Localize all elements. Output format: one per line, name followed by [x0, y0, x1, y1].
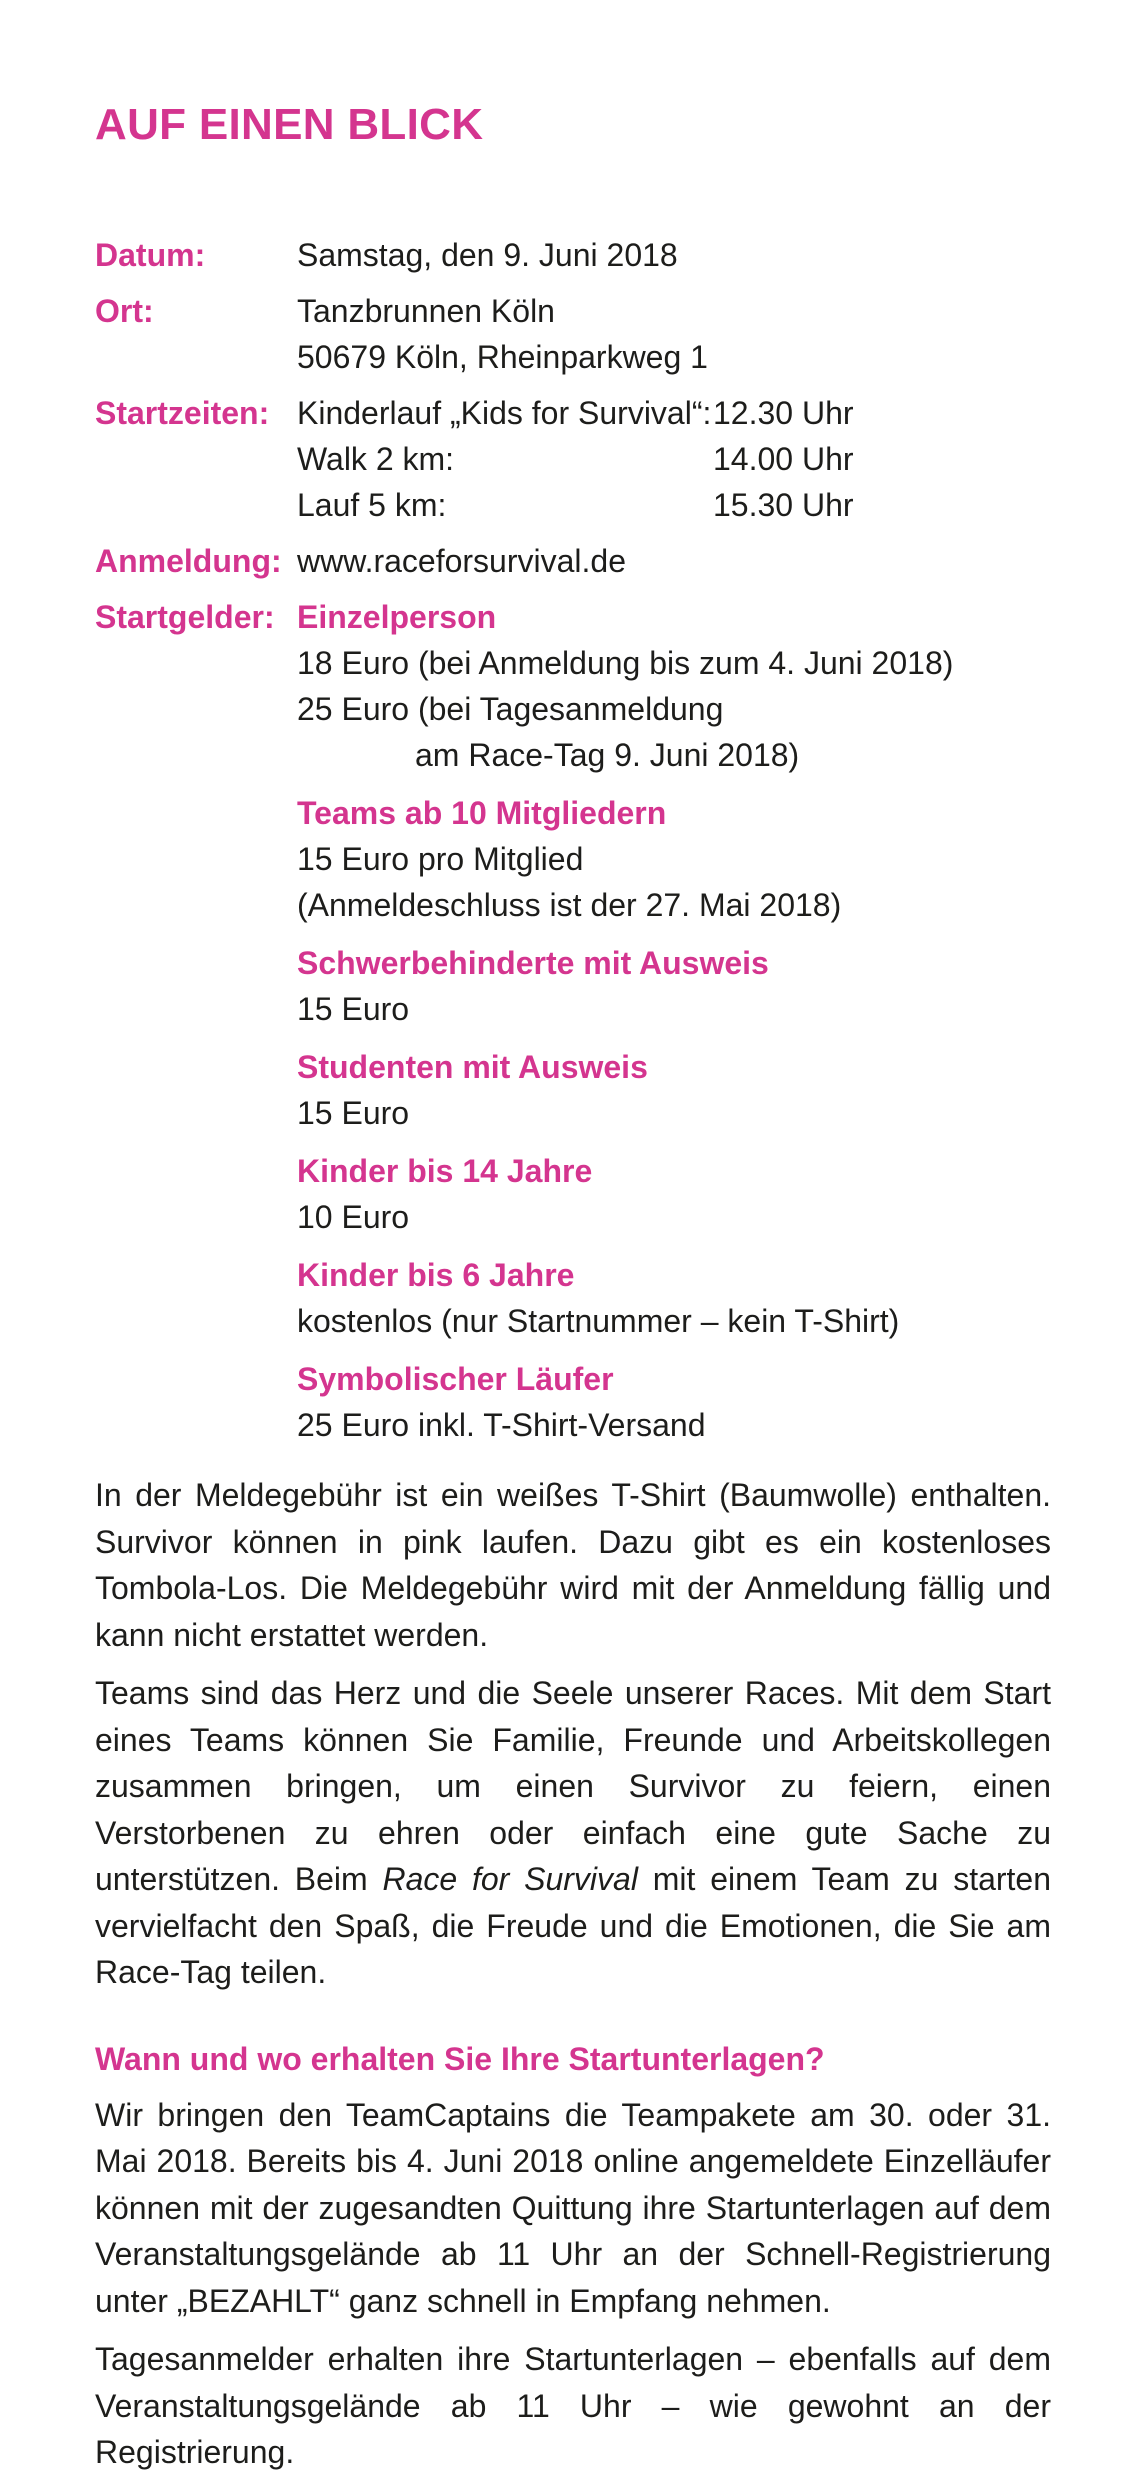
- fee-group-kinder-14: [297, 1148, 1051, 1240]
- race-name-italic: Race for Survival: [382, 1861, 638, 1897]
- info-row-anmeldung: [95, 538, 1051, 584]
- fee-group-studenten: [297, 1044, 1051, 1136]
- fee-group-teams: [297, 790, 1051, 928]
- anmeldung-label: Anmeldung:: [95, 543, 282, 579]
- paragraph-teams: [95, 1670, 1051, 1996]
- datum-value: Samstag, den 9. Juni 2018: [297, 237, 678, 273]
- fee-line: kostenlos (nur Startnummer – kein T-Shirt): [297, 1303, 900, 1339]
- fee-line: 10 Euro: [297, 1199, 410, 1235]
- fee-heading: Schwerbehinderte mit Ausweis: [297, 945, 769, 981]
- startzeit-row: [297, 482, 1051, 528]
- fee-heading: Kinder bis 6 Jahre: [297, 1257, 575, 1293]
- info-row-startgelder: [95, 594, 1051, 1460]
- fee-heading: Studenten mit Ausweis: [297, 1049, 648, 1085]
- anmeldung-link[interactable]: www.raceforsurvival.de: [297, 543, 626, 579]
- ort-label: Ort:: [95, 293, 154, 329]
- paragraph-teampakete: Wir bringen den TeamCaptains die Teampakete am 30. oder 31. Mai 2018. Bereits bis 4. Juni 2018 online angemeldete Einzelläufer können mit der zugesandten Quittung ihre Startunterlagen auf dem Veranstaltungsgelände ab 11 Uhr an der Schnell-Registrierung unter „BEZAHLT“ ganz schnell in Empfang nehmen.: [95, 2096, 1051, 2319]
- paragraph-tagesanmelder: Tagesanmelder erhalten ihre Startunterlagen – ebenfalls auf dem Veranstaltungsgelände ab 11 Uhr – wie gewohnt an der Registrierung.: [95, 2341, 1051, 2470]
- fee-line: 25 Euro (bei Tagesanmeldung: [297, 691, 724, 727]
- fee-line: 25 Euro inkl. T-Shirt-Versand: [297, 1407, 706, 1443]
- fee-group-schwerbehinderte: [297, 940, 1051, 1032]
- startzeit-name: Lauf 5 km:: [297, 487, 447, 523]
- info-row-datum: [95, 232, 1051, 278]
- startzeit-time: 15.30 Uhr: [713, 487, 854, 523]
- info-row-startzeiten: [95, 390, 1051, 528]
- fee-line: 18 Euro (bei Anmeldung bis zum 4. Juni 2018): [297, 645, 954, 681]
- page-title: AUF EINEN BLICK: [95, 100, 484, 149]
- paragraph-teams-text-end: mit einem Team zu starten vervielfacht den Spaß, die Freude und die Emotionen, die Sie am Race-Tag teilen.: [95, 1861, 1052, 1990]
- startzeit-time: 14.00 Uhr: [713, 441, 854, 477]
- startzeit-name: Walk 2 km:: [297, 441, 455, 477]
- startzeiten-list: [297, 390, 1051, 528]
- startzeit-row: [297, 390, 1051, 436]
- paragraph-teams-text: Teams sind das Herz und die Seele unserer Races. Mit dem Start eines Teams können Sie Familie, Freunde und Arbeitskollegen zusammen bringen, um einen Survivor zu feiern, einen Verstorbenen zu ehren oder einfach eine gute Sache zu unterstützen. Beim: [95, 1675, 1051, 1897]
- startgelder-label: Startgelder:: [95, 599, 275, 635]
- fee-group-einzelperson: [297, 594, 1051, 778]
- fee-line: am Race-Tag 9. Juni 2018): [415, 737, 800, 773]
- startgelder-list: [297, 594, 1051, 1460]
- fee-group-symbolisch: [297, 1356, 1051, 1448]
- datum-label: Datum:: [95, 237, 206, 273]
- fee-heading: Symbolischer Läufer: [297, 1361, 614, 1397]
- startzeit-name: Kinderlauf „Kids for Survival“:: [297, 395, 712, 431]
- fee-line: 15 Euro: [297, 1095, 410, 1131]
- startzeit-row: [297, 436, 1051, 482]
- paragraph-meldegebuehr: In der Meldegebühr ist ein weißes T-Shirt (Baumwolle) enthalten. Survivor können in pink laufen. Dazu gibt es ein kostenloses Tombola-Los. Die Meldegebühr wird mit der Anmeldung fällig und kann nicht erstattet werden.: [95, 1477, 1051, 1653]
- section-heading-startunterlagen: Wann und wo erhalten Sie Ihre Startunterlagen?: [95, 2040, 825, 2077]
- startzeit-time: 12.30 Uhr: [713, 395, 854, 431]
- ort-line-1: Tanzbrunnen Köln: [297, 293, 555, 329]
- fee-line: 15 Euro pro Mitglied: [297, 841, 584, 877]
- info-row-ort: [95, 288, 1051, 380]
- fee-heading: Kinder bis 14 Jahre: [297, 1153, 593, 1189]
- fee-heading: Einzelperson: [297, 599, 497, 635]
- ort-line-2: 50679 Köln, Rheinparkweg 1: [297, 339, 708, 375]
- ort-value: [297, 288, 1051, 380]
- fee-heading: Teams ab 10 Mitgliedern: [297, 795, 667, 831]
- fee-group-kinder-6: [297, 1252, 1051, 1344]
- startzeiten-label: Startzeiten:: [95, 395, 270, 431]
- fee-line: (Anmeldeschluss ist der 27. Mai 2018): [297, 887, 842, 923]
- fee-line: 15 Euro: [297, 991, 410, 1027]
